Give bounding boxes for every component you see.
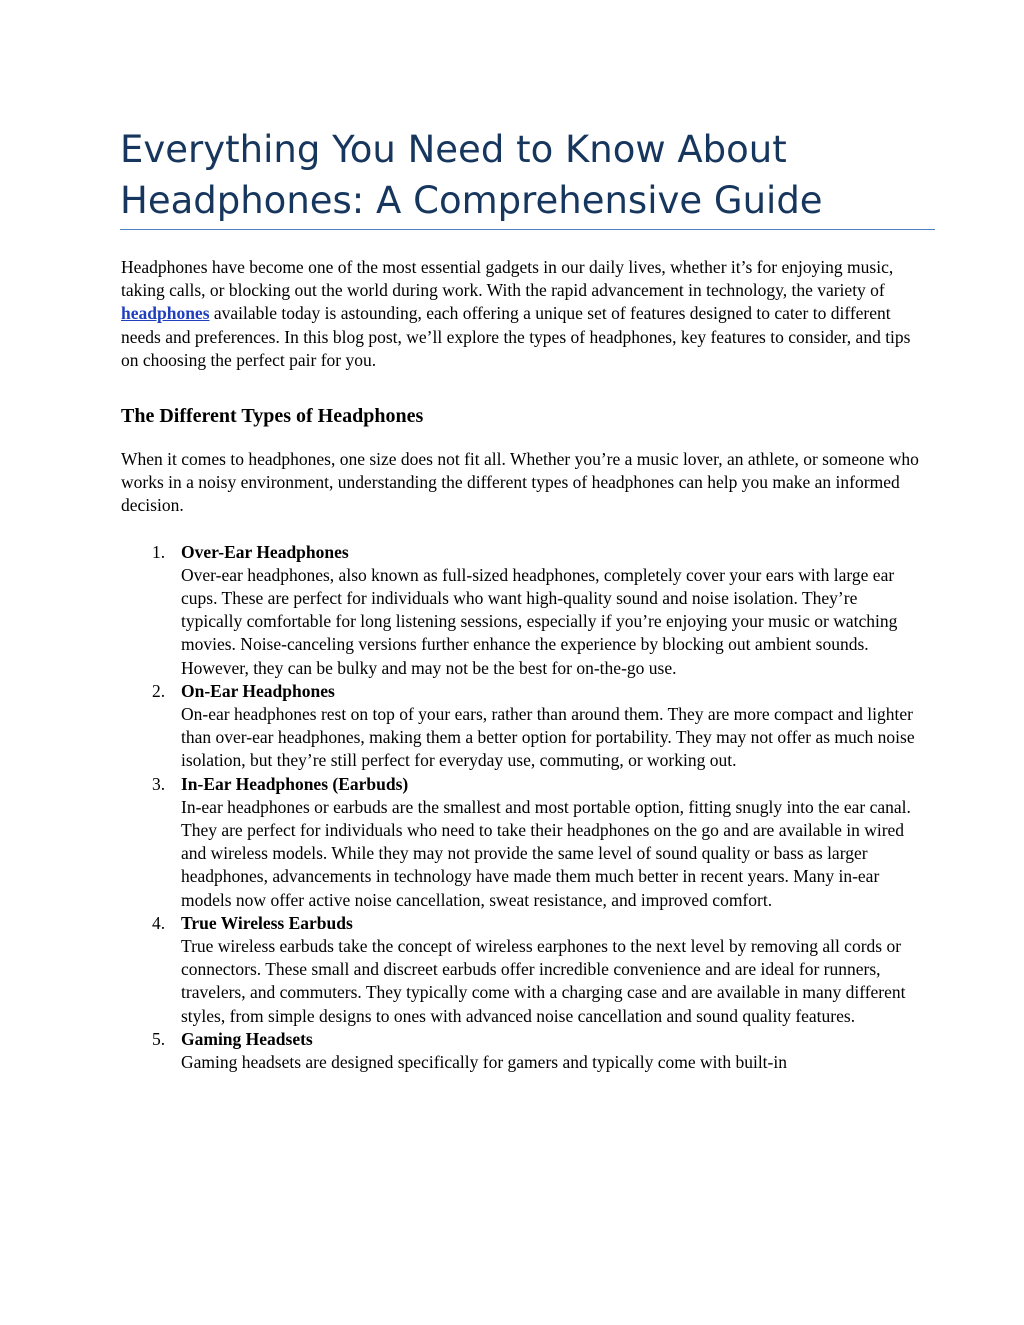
intro-text-before-link: Headphones have become one of the most essential gadgets in our daily lives, whether it’s for enjoying music, taking calls, or blocking out the world during work. With the rapid advancement in technology, the variety of — [121, 257, 894, 301]
list-item — [121, 541, 921, 680]
headphone-types-list — [121, 541, 921, 1075]
list-item-number: 3. — [152, 773, 166, 794]
list-item — [121, 1028, 921, 1074]
list-item-number: 4. — [152, 912, 166, 933]
list-item-description: Gaming headsets are designed specifically for gamers and typically come with built-in — [181, 1052, 787, 1073]
title-line-2: Headphones: A Comprehensive Guide — [120, 179, 823, 222]
section-intro-paragraph: When it comes to headphones, one size does not fit all. Whether you’re a music lover, an athlete, or someone who works in a noisy environment, understanding the different types of headphones can help you make an informed decision. — [121, 449, 919, 516]
article-body — [121, 256, 921, 1074]
list-item-description: Over-ear headphones, also known as full-sized headphones, completely cover your ears with large ear cups. These are perfect for individuals who want high-quality sound and noise isolation. They’re typically comfortable for long listening sessions, especially if you’re enjoying your music or watching movies. Noise-canceling versions further enhance the experience by blocking out ambient sounds. However, they can be bulky and may not be the best for on-the-go use. — [181, 564, 898, 678]
list-item-number: 5. — [152, 1028, 166, 1049]
list-item — [121, 680, 921, 773]
list-item-title: True Wireless Earbuds — [181, 912, 353, 933]
list-item — [121, 912, 921, 1028]
list-item-description: On-ear headphones rest on top of your ears, rather than around them. They are more compact and lighter than over-ear headphones, making them a better option for portability. They may not offer as much noise isolation, but they’re still perfect for everyday use, commuting, or working out. — [181, 704, 915, 771]
page-title — [120, 124, 935, 226]
list-item-number: 1. — [152, 541, 166, 562]
list-item-number: 2. — [152, 680, 166, 701]
list-item-title: Gaming Headsets — [181, 1028, 313, 1049]
list-item-description: In-ear headphones or earbuds are the smallest and most portable option, fitting snugly into the ear canal. They are perfect for individuals who need to take their headphones on the go and are available in wired and wireless models. While they may not provide the same level of sound quality or bass as larger headphones, advancements in technology have made them much better in recent years. Many in-ear models now offer active noise cancellation, sweat resistance, and improved comfort. — [181, 796, 911, 910]
title-line-1: Everything You Need to Know About — [120, 128, 787, 171]
title-divider — [120, 229, 935, 230]
list-item — [121, 773, 921, 912]
intro-text-after-link: available today is astounding, each offering a unique set of features designed to cater to different needs and preferences. In this blog post, we’ll explore the types of headphones, key features to consider, and tips on choosing the perfect pair for you. — [121, 303, 911, 370]
list-item-description: True wireless earbuds take the concept of wireless earphones to the next level by removing all cords or connectors. These small and discreet earbuds offer incredible convenience and are ideal for runners, travelers, and commuters. They typically come with a charging case and are available in many different styles, from simple designs to ones with advanced noise cancellation and sound quality features. — [181, 936, 906, 1026]
list-item-title: Over-Ear Headphones — [181, 541, 349, 562]
intro-paragraph — [121, 256, 921, 372]
title-block — [120, 124, 935, 226]
list-item-title: In-Ear Headphones (Earbuds) — [181, 773, 409, 794]
headphones-link[interactable]: headphones — [121, 303, 210, 324]
section-heading: The Different Types of Headphones — [121, 405, 424, 428]
list-item-title: On-Ear Headphones — [181, 680, 335, 701]
